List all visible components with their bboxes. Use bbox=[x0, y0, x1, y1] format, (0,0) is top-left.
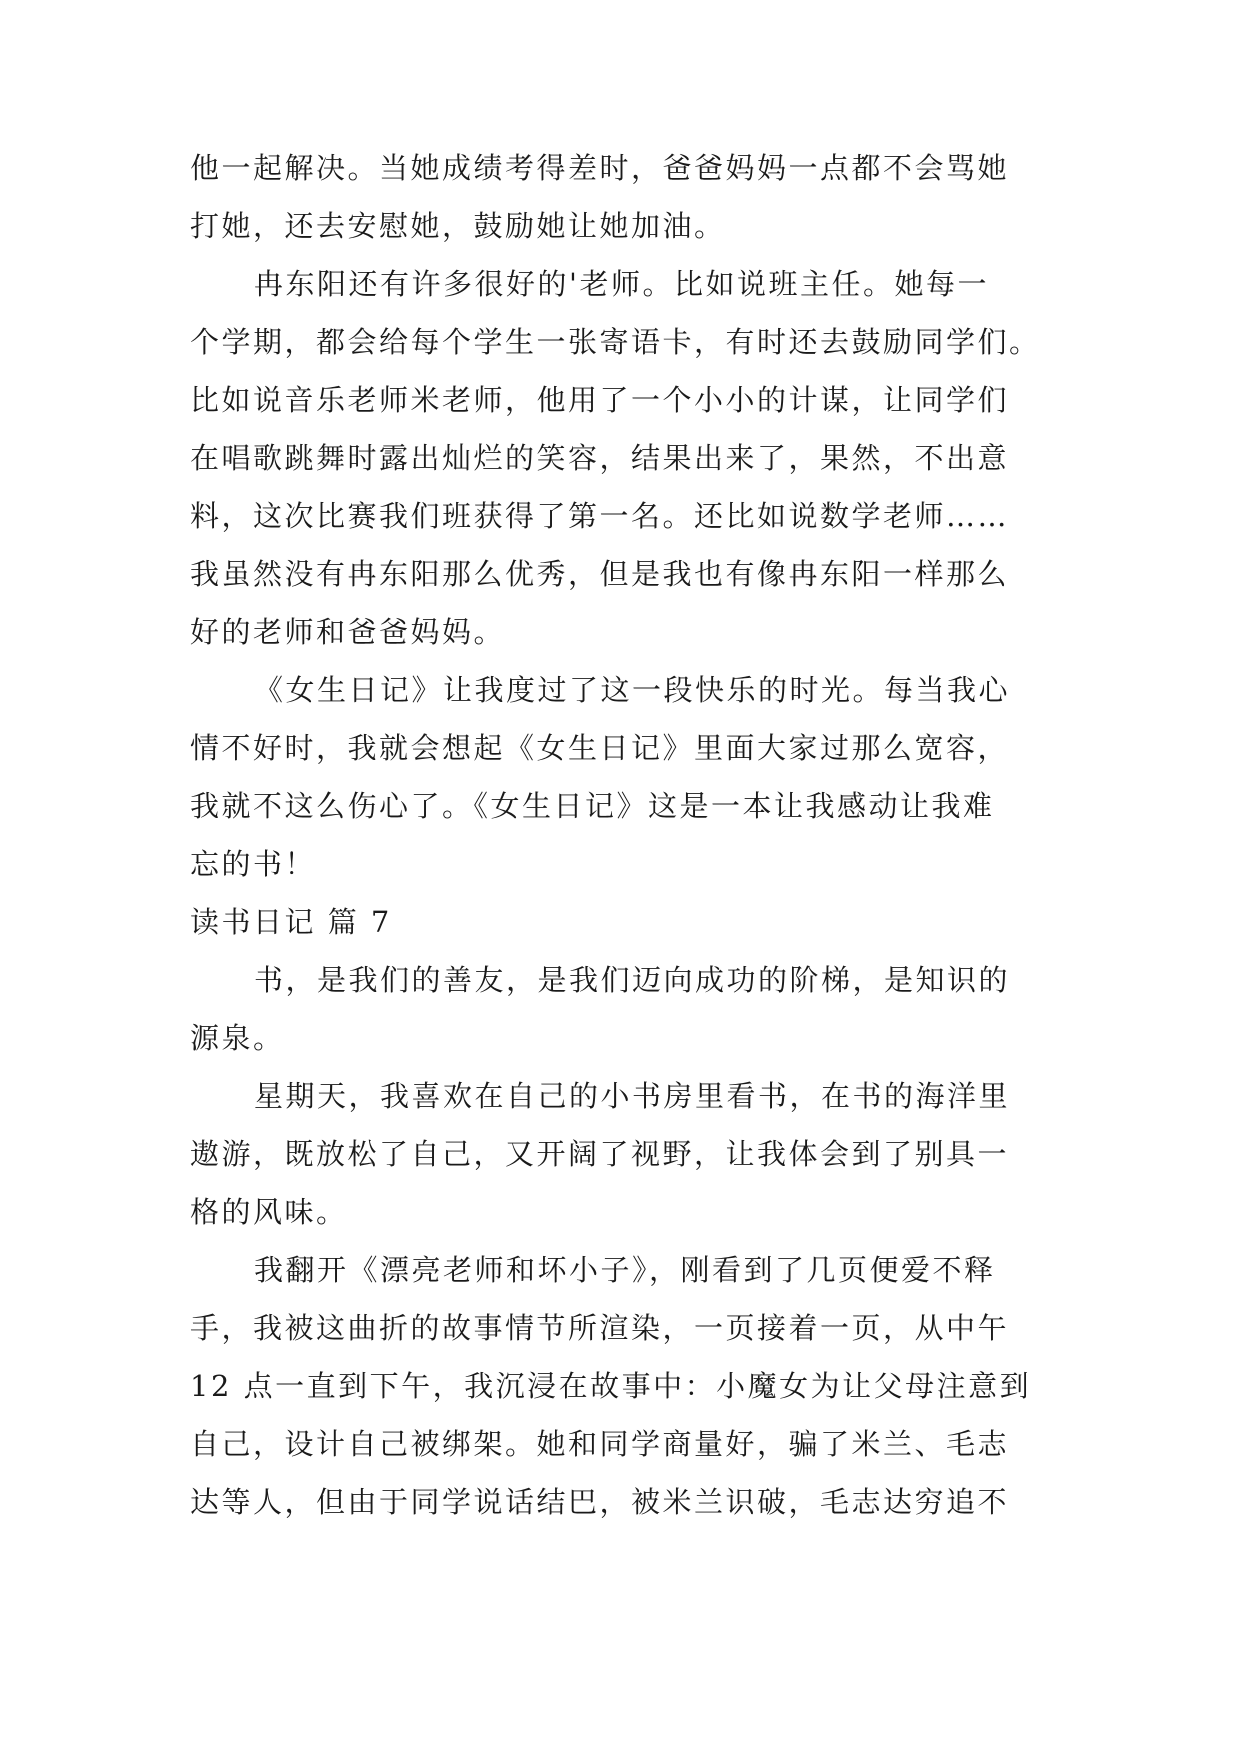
paragraph-first-line: 我翻开《漂亮老师和坏小子》，刚看到了几页便爱不释 bbox=[254, 1253, 996, 1287]
paragraph-line: 12 点一直到下午，我沉浸在故事中：小魔女为让父母注意到 bbox=[190, 1369, 1032, 1403]
paragraph-line: 在唱歌跳舞时露出灿烂的笑容，结果出来了，果然，不出意 bbox=[190, 441, 1010, 475]
paragraph-first-line: 书，是我们的善友，是我们迈向成功的阶梯，是知识的 bbox=[254, 963, 1011, 997]
paragraph-first-line: 冉东阳还有许多很好的'老师。比如说班主任。她每一 bbox=[254, 267, 989, 301]
paragraph-line: 比如说音乐老师米老师，他用了一个小小的计谋，让同学们 bbox=[190, 383, 1010, 417]
paragraph-line: 我就不这么伤心了。《女生日记》这是一本让我感动让我难 bbox=[190, 789, 995, 823]
section-heading: 读书日记 篇 7 bbox=[190, 905, 392, 939]
paragraph-line: 自己，设计自己被绑架。她和同学商量好，骗了米兰、毛志 bbox=[190, 1427, 1010, 1461]
paragraph-first-line: 《女生日记》让我度过了这一段快乐的时光。每当我心 bbox=[254, 673, 1011, 707]
paragraph-line: 遨游，既放松了自己，又开阔了视野，让我体会到了别具一 bbox=[190, 1137, 1010, 1171]
paragraph-line: 达等人，但由于同学说话结巴，被米兰识破，毛志达穷追不 bbox=[190, 1485, 1010, 1519]
paragraph-line: 料，这次比赛我们班获得了第一名。还比如说数学老师…… bbox=[190, 499, 1010, 533]
paragraph-first-line: 星期天，我喜欢在自己的小书房里看书，在书的海洋里 bbox=[254, 1079, 1011, 1113]
paragraph-line: 格的风味。 bbox=[190, 1195, 348, 1229]
paragraph-line: 好的老师和爸爸妈妈。 bbox=[190, 615, 506, 649]
paragraph-line: 我虽然没有冉东阳那么优秀，但是我也有像冉东阳一样那么 bbox=[190, 557, 1010, 591]
paragraph-line: 他一起解决。当她成绩考得差时，爸爸妈妈一点都不会骂她 bbox=[190, 151, 1010, 185]
paragraph-line: 情不好时，我就会想起《女生日记》里面大家过那么宽容， bbox=[190, 731, 1010, 765]
paragraph-line: 源泉。 bbox=[190, 1021, 285, 1055]
paragraph-line: 忘的书！ bbox=[190, 847, 317, 881]
paragraph-line: 个学期，都会给每个学生一张寄语卡，有时还去鼓励同学们。 bbox=[190, 325, 1041, 359]
paragraph-line: 手，我被这曲折的故事情节所渲染，一页接着一页，从中午 bbox=[190, 1311, 1010, 1345]
paragraph-line: 打她，还去安慰她，鼓励她让她加油。 bbox=[190, 209, 726, 243]
